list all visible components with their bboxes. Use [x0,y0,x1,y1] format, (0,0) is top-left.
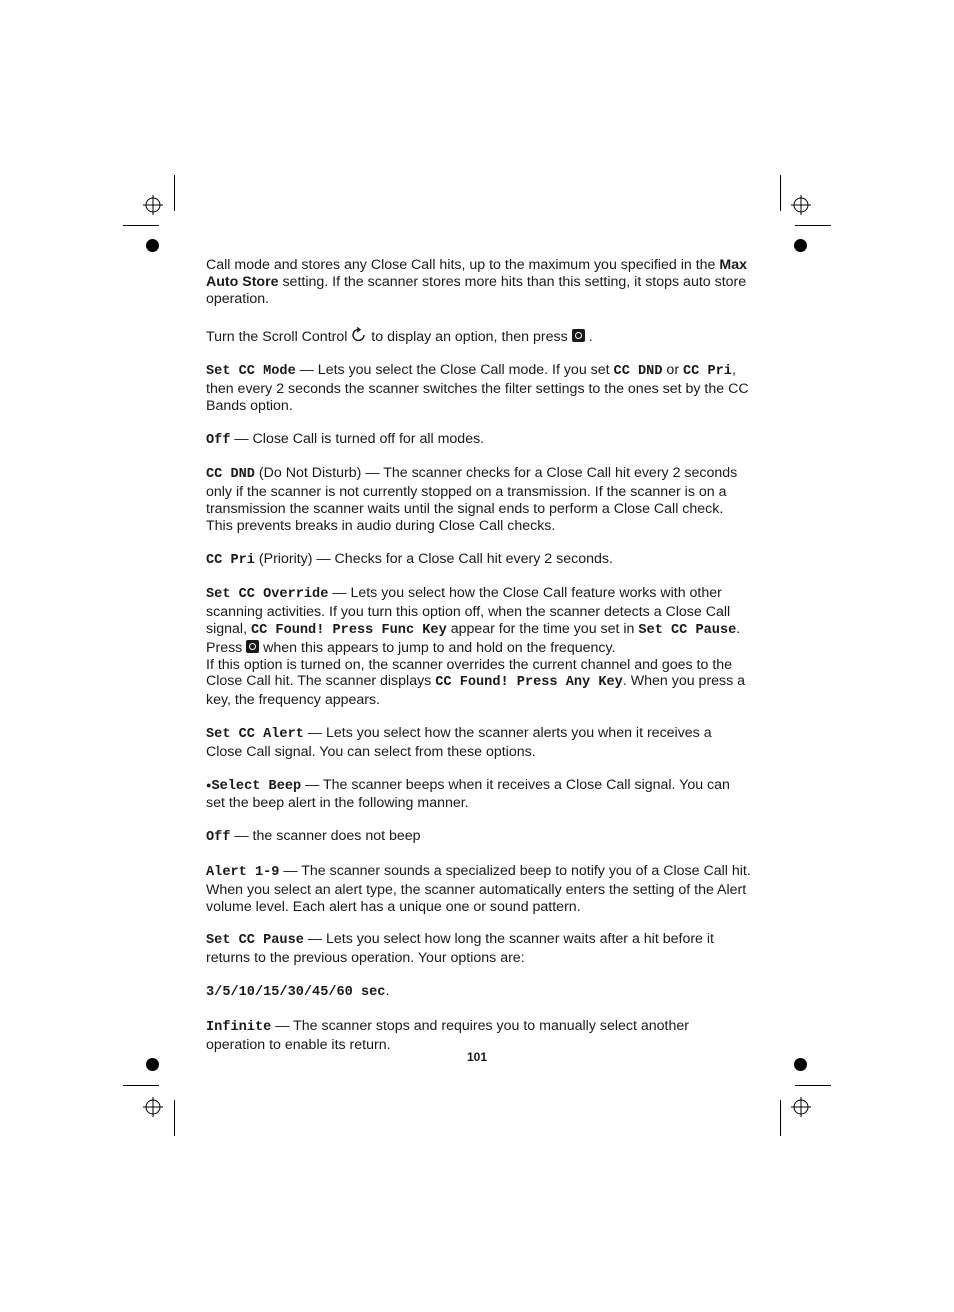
off-mode-paragraph: Off — Close Call is turned off for all modes. [206,430,485,448]
off-beep-paragraph: Off — the scanner does not beep [206,828,421,846]
set-cc-override-paragraph: Set CC Override — Lets you select how the Close Call feature works with other scanning activities. If you turn this option off, when the scanner detects a Close Call signal, CC Found! Press Func Key appear for the time you set in Set CC Pause. Press when this appears to jump to and hold on the frequency. [206,585,741,656]
set-cc-alert-paragraph: Set CC Alert — Lets you select how the scanner alerts you when it receives a Close Call signal. You can select from these options. [206,724,712,760]
page-number: 101 [466,1050,488,1064]
scroll-instruction: Turn the Scroll Control to display an option, then press . [206,329,593,346]
override-on-paragraph: If this option is turned on, the scanner overrides the current channel and goes to the Close Call hit. The scanner displays CC Found! Press Any Key. When you press a key, the frequency appears. [206,656,746,709]
pause-options-paragraph: 3/5/10/15/30/45/60 sec. [206,982,390,1000]
registration-dot-icon [146,239,159,252]
registration-target-icon [143,195,163,215]
scroll-control-rotate-icon [351,327,367,343]
registration-dot-icon [794,239,807,252]
infinite-paragraph: Infinite — The scanner stops and requires you to manually select another operation to enable its return. [206,1017,689,1053]
bullet-icon: ● [206,779,212,790]
set-cc-pause-paragraph: Set CC Pause — Lets you select how long the scanner waits after a hit before it returns to the previous operation. Your options are: [206,931,714,967]
select-key-icon [572,329,585,342]
manual-body [206,257,751,1069]
registration-target-icon [791,195,811,215]
intro-paragraph: Call mode and stores any Close Call hits, up to the maximum you specified in the Max Auto Store setting. If the scanner stores more hits than this setting, it stops auto store operation. [206,257,747,307]
registration-target-icon [791,1097,811,1117]
cc-dnd-paragraph: CC DND (Do Not Disturb) — The scanner checks for a Close Call hit every 2 seconds only if the scanner is not currently stopped on a transmission. If the scanner is on a transmission the scanner waits until the signal ends to perform a Close Call check. This prevents breaks in audio during Close Call checks. [206,465,738,534]
cc-pri-paragraph: CC Pri (Priority) — Checks for a Close Call hit every 2 seconds. [206,550,613,568]
registration-target-icon [143,1097,163,1117]
select-beep-paragraph: ●Select Beep — The scanner beeps when it receives a Close Call signal. You can set the beep alert in the following manner. [206,776,730,812]
func-key-icon [246,640,259,653]
set-cc-mode-paragraph: Set CC Mode — Lets you select the Close Call mode. If you set CC DND or CC Pri, then every 2 seconds the scanner switches the filter settings to the ones set by the CC Bands option. [206,362,749,414]
alert-paragraph: Alert 1-9 — The scanner sounds a specialized beep to notify you of a Close Call hit. When you select an alert type, the scanner automatically enters the setting of the Alert volume level. Each alert has a unique one or sound pattern. [206,862,751,915]
